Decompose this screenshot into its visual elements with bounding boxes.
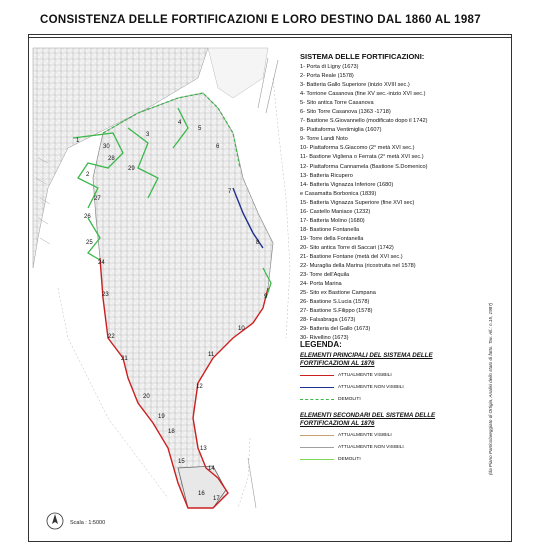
north-arrow-icon [46,512,64,530]
map-label-22: 22 [108,334,115,340]
system-item: 22- Muraglia della Marina (ricostruita nel 1578) [300,263,416,270]
system-item: 5- Sito antica Torre Casanova [300,100,374,107]
system-item: 19- Torre della Fontanella [300,235,364,242]
map-label-14: 14 [208,466,215,472]
system-item: 27- Bastione S.Filippo (1578) [300,308,373,315]
legend-line-red [300,375,334,376]
map-label-25: 25 [86,240,93,246]
map-label-16: 16 [198,491,205,497]
map-label-18: 18 [168,429,175,435]
system-item: 11- Bastione Vigliena o Ferrata (2° metà XVI sec.) [300,154,424,161]
system-item: 10- Piattaforma S.Giacomo (2° metà XVI sec.) [300,145,415,152]
system-item: 14- Batteria Vignazza Inferiore (1680) [300,181,394,188]
system-item: 9- Torre Landi Noto [300,136,348,143]
system-item: 17- Batteria Molino (1680) [300,217,365,224]
system-item: 23- Torre dell'Aquila [300,272,350,279]
system-item: 18- Bastione Fontanella [300,226,360,233]
legend-line-blue [300,387,334,388]
legend-line-tan [300,435,334,436]
system-item: 1- Porta di Ligny (1673) [300,64,359,70]
system-item: 25- Sito ex Bastione Campana [300,290,376,297]
legend-label: DEMOLITI [338,457,361,462]
map-label-3: 3 [146,132,150,138]
system-item: 28- Falsabraga (1673) [300,317,356,324]
legend-secondary-not-visible [300,444,480,452]
map-label-13: 13 [200,446,207,452]
legend-heading: LEGENDA: [300,340,342,349]
system-item: 3- Batteria Gallo Superiore (inizio XVIII sec.) [300,82,410,89]
map-label-21: 21 [121,356,128,362]
map-sheet: CONSISTENZA DELLE FORTIFICAZIONI E LORO DESTINO DAL 1860 AL 1987 1 2 3 4 5 6 7 8 9 10 11 12 13 14 15 16 17 18 19 20 21 22 23 24 25 26 27 28 29 30 SISTEMA DELLE FORTIFICAZIONI: 1- Porta di Ligny (1673) 2- Porta Reale (1578) 3- Batteria Gallo Superiore (inizio XVIII sec.) 4- Torrione Casanova (fine XV sec.-inizio XVI sec.) 5- Sito antica Torre Casanova 6- Sito Torre Casanova (1363 -1718) 7- Bastione S.Giovannello (modificato dopo il 1742) 8- Piattaforma Ventimiglia (1607) 9- Torre Landi Noto 10- Piattaforma S.Giacomo (2° metà XVI sec.) 11- Bastione Vigliena o Ferrata (2° metà XVI sec.) 12- Piattaforma Cannamela (Bastione S.Domenico) 13- Batteria Ricupero 14- Batteria Vignazza Inferiore (1680) e Casamatta Borbonica (1839) 15- Batteria Vignazza Superiore (fine XVI sec) 16- Castello Maniace (1232) 17- Batteria Molino (1680) 18- Bastione Fontanella 19- Torre della Fontanella 20- Sito antica Torre di Saccari (1742) 21- Bastione Fontane (metà del XVI sec.) 22- Muraglia della Marina (ricostruita nel 1578) 23- Torre dell'Aquila 24- Porta Marina 25- Sito ex Bastione Campana 26- Bastione S.Lucia (1578) 27- Bastione S.Filippo (1578) 28- Falsabraga (1673) 29- Batteria del Gallo (1673) 30- Rivellino (1673) LEGENDA: ELEMENTI PRINCIPALI DEL SISTEMA DELLE FORTIFICAZIONI AL 1876 ATTUALMENTE VISIBILI ATTUALMENTE NON VISIBILI DEMOLITI ELEMENTI SECONDARI DEL SISTEMA DELLE FORTIFICAZIONI AL 1876 ATTUALMENTE VISIBILI ATTUALMENTE NON VISIBILI DEMOLITI (da Piano Particolareggiato di Ortigia, Analisi dello stato di fatto. Tav. All.: n.15, 1987) Scala : 1:5000 [0,0,549,549]
system-item: 13- Batteria Ricupero [300,172,353,179]
system-heading: SISTEMA DELLE FORTIFICAZIONI: [300,52,425,61]
legend-principal-demolished [300,396,480,404]
system-item: 8- Piattaforma Ventimiglia (1607) [300,127,382,134]
map-label-17: 17 [213,496,220,502]
map-label-24: 24 [98,260,105,266]
system-item: 2- Porta Reale (1578) [300,73,354,80]
system-item: 24- Porta Marina [300,281,342,288]
legend-principal-visible [300,372,480,380]
legend-secondary-visible [300,432,480,440]
map-label-15: 15 [178,459,185,465]
system-item: 29- Batteria del Gallo (1673) [300,326,371,333]
legend-label: ATTUALMENTE VISIBILI [338,433,392,438]
system-item: 21- Bastione Fontane (metà del XVI sec.) [300,253,403,260]
map-label-7: 7 [228,189,232,195]
map-label-10: 10 [238,326,245,332]
system-item: 6- Sito Torre Casanova (1363 -1718) [300,109,391,116]
map-label-28: 28 [108,156,115,162]
system-item: 16- Castello Maniace (1232) [300,208,371,215]
map-label-9: 9 [264,294,268,300]
page-title: CONSISTENZA DELLE FORTIFICAZIONI E LORO DESTINO DAL 1860 AL 1987 [40,14,481,26]
map-label-8: 8 [256,240,260,246]
legend-principal-not-visible [300,384,480,392]
system-item: 12- Piattaforma Cannamela (Bastione S.Domenico) [300,163,428,170]
map-label-29: 29 [128,166,135,172]
system-item: e Casamatta Borbonica (1839) [300,190,377,197]
system-item: 15- Batteria Vignazza Superiore (fine XVI sec) [300,199,415,206]
system-item: 7- Bastione S.Giovannello (modificato dopo il 1742) [300,118,428,125]
legend-line-green-dashed [300,399,334,400]
system-item: 20- Sito antica Torre di Saccari (1742) [300,244,394,251]
system-items [300,63,490,343]
legend-secondary-heading: ELEMENTI SECONDARI DEL SISTEMA DELLE FORTIFICAZIONI AL 1876 [300,412,436,427]
map-label-27: 27 [94,196,101,202]
map-label-20: 20 [143,394,150,400]
legend-principal-heading: ELEMENTI PRINCIPALI DEL SISTEMA DELLE FORTIFICAZIONI AL 1876 [300,352,433,367]
map-label-26: 26 [84,214,91,220]
system-item: 26- Bastione S.Lucia (1578) [300,299,370,306]
map-label-5: 5 [198,126,202,132]
legend-secondary-demolished [300,456,480,464]
system-item: 30- Rivellino (1673) [300,335,349,342]
ortigia-map [28,38,298,528]
legend-label: ATTUALMENTE VISIBILI [338,373,392,378]
fortification-list [300,52,490,343]
map-label-4: 4 [178,120,182,126]
map-label-19: 19 [158,414,165,420]
map-label-6: 6 [216,144,220,150]
legend-line-light-green [300,459,334,460]
legend-line-grey [300,447,334,448]
map-label-30: 30 [103,144,110,150]
map-label-12: 12 [196,384,203,390]
system-item: 4- Torrione Casanova (fine XV sec.-inizio XVI sec.) [300,91,426,98]
map-label-1: 1 [76,138,80,144]
legend-label: DEMOLITI [338,397,361,402]
map-label-23: 23 [102,292,109,298]
map-label-11: 11 [208,352,215,358]
map-label-2: 2 [86,172,90,178]
scale-text: Scala : 1:5000 [70,520,106,526]
legend-label: ATTUALMENTE NON VISIBILI [338,385,404,390]
legend-label: ATTUALMENTE NON VISIBILI [338,445,404,450]
